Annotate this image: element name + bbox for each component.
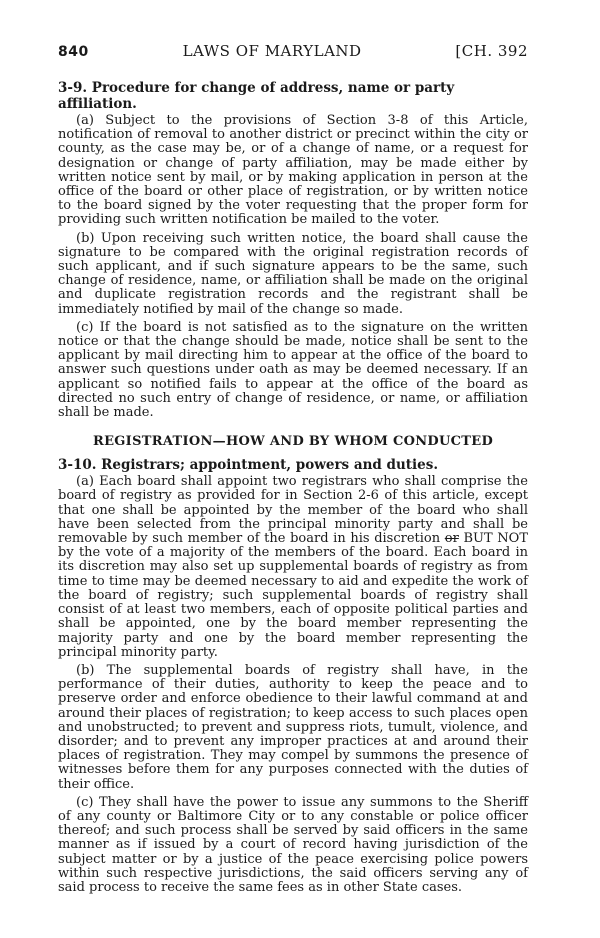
paragraph-b: (b) The supplemental boards of registry shall have, in the performance of their duties, authority to keep the peace and to preserve order and enforce obedience to their lawful command at and around their places of registration; to keep access to such places open and unobstructed; to prevent and suppress riots, tumult, violence, and disorder; and to prevent any improper practices at and around their places of registration. They may compel by summons the presence of witnesses before them for any purposes connected with the duties of their office.	[58, 662, 528, 792]
section-heading: 3-9. Procedure for change of address, name or party affiliation.	[58, 80, 455, 112]
paragraph-a	[58, 475, 528, 660]
center-heading: REGISTRATION—HOW AND BY WHOM CONDUCTED	[92, 434, 494, 450]
section-heading: 3-10. Registrars; appointment, powers and duties.	[58, 457, 439, 474]
paragraph-a-text-2: BUT NOT by the vote of a majority of the members of the board. Each board in its discretion may also set up supplemental boards of registry as from time to time may be deemed necessary to aid and expedite the work of the board of registry; such supplemental boards of registry shall consist of at least two members, each of opposite political parties and shall be appointed, one by the board member representing the majority party and one by the board member representing the principal minority party.	[58, 531, 528, 660]
paragraph-a-text-1: (a) Each board shall appoint two registrars who shall comprise the board of registry as provided for in Section 2-6 of this article, except that one shall be appointed by the member of the board who shall have been selected from the principal minority party and shall be removable by such member of the board in his discretion	[58, 474, 528, 547]
paragraph-b: (b) Upon receiving such written notice, the board shall cause the signature to be compared with the original registration records of such applicant, and if such signature appears to be the same, such change of residence, name, or affiliation shall be made on the original and duplicate registration records and the registrant shall be immediately notified by mail of the change so made.	[58, 230, 528, 317]
running-title: LAWS OF MARYLAND	[182, 42, 362, 60]
section-3-10	[58, 457, 528, 895]
chapter-label: [CH. 392	[455, 42, 528, 60]
page-number: 840	[58, 44, 89, 60]
page-header	[58, 42, 528, 60]
struck-word: or	[444, 531, 459, 547]
paragraph-c: (c) If the board is not satisfied as to the signature on the written notice or that the change should be made, notice shall be sent to the applicant by mail directing him to appear at the office of the board to answer such questions under oath as may be deemed necessary. If an applicant so notified fails to appear at the office of the board as directed no such entry of change of residence, or name, or affiliation shall be made.	[58, 319, 528, 421]
section-3-9	[58, 80, 528, 420]
document-page	[58, 42, 528, 899]
paragraph-c: (c) They shall have the power to issue any summons to the Sheriff of any county or Baltimore City or to any constable or police officer thereof; and such process shall be served by said officers in the same manner as if issued by a court of record having jurisdiction of the subject matter or by a justice of the peace exercising police powers within such respective jurisdictions, the said officers serving any of said process to receive the same fees as in other State cases.	[58, 794, 528, 895]
paragraph-a: (a) Subject to the provisions of Section 3-8 of this Article, notification of removal to another district or precinct within the city or county, as the case may be, or of a change of name, or a request for designation or change of party affiliation, may be made either by written notice sent by mail, or by making application in person at the office of the board or other place of registration, or by written notice to the board signed by the voter requesting that the proper form for providing such written notification be mailed to the voter.	[58, 113, 528, 228]
